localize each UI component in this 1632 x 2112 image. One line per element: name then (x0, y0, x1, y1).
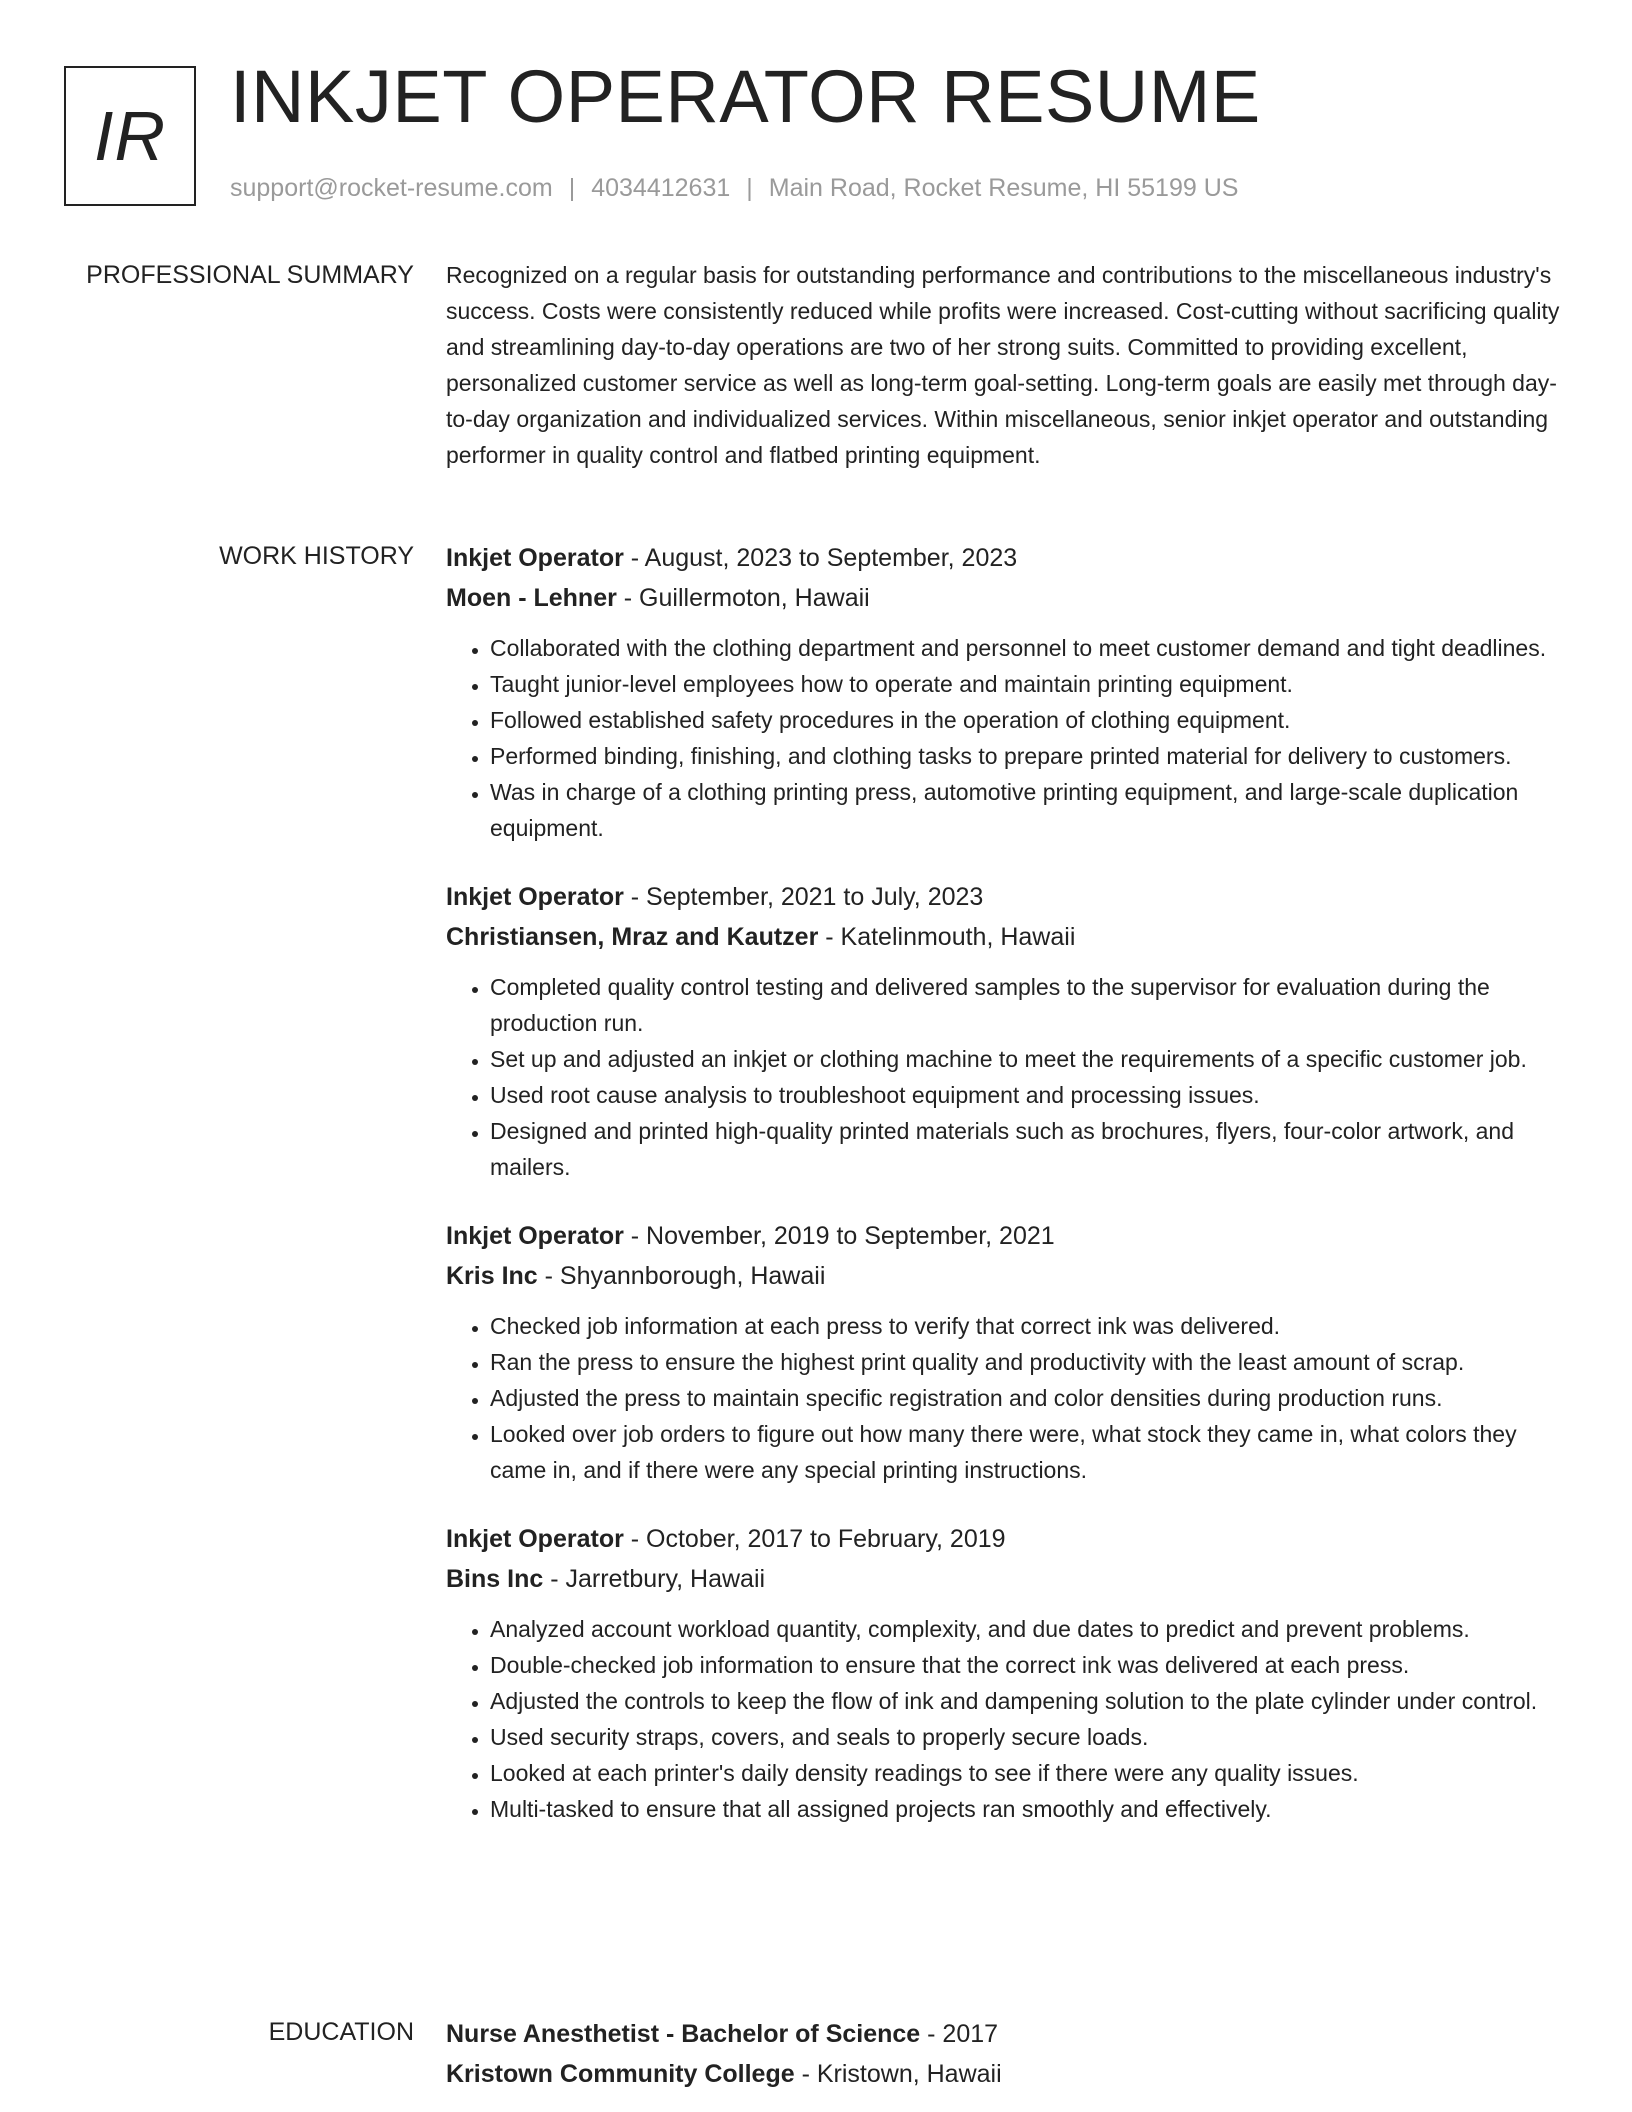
job-company: Kris Inc (446, 1262, 538, 1290)
education-school: Kristown Community College (446, 2060, 795, 2088)
resume-title: INKJET OPERATOR RESUME (230, 55, 1261, 138)
job-dates: - August, 2023 to September, 2023 (623, 544, 1018, 572)
job-title-line (446, 877, 1576, 917)
job-title: Inkjet Operator (446, 1525, 624, 1553)
job-dates: - November, 2019 to September, 2021 (623, 1222, 1055, 1250)
job-company-line (446, 917, 1576, 957)
job-title-line (446, 538, 1576, 578)
education-heading: EDUCATION (268, 2018, 414, 2046)
job-bullet: • Followed established safety procedures in the operation of clothing equipment. (490, 702, 1576, 738)
job-location: - Guillermoton, Hawaii (616, 584, 870, 612)
job-dates: - September, 2021 to July, 2023 (623, 883, 984, 911)
job-bullet: • Completed quality control testing and delivered samples to the supervisor for evaluation during the production run. (490, 969, 1576, 1041)
job-entry (446, 1216, 1576, 1488)
resume-header (64, 55, 1564, 216)
summary-text: Recognized on a regular basis for outstanding performance and contributions to the miscellaneous industry's success. Costs were consistently reduced while profits were increased. Cost-cutting without sacrificing quality and streamlining day-to-day operations are two of her strong suits. Committed to providing excellent, personalized customer service as well as long-term goal-setting. Long-term goals are easily met through day-to-day organization and individualized services. Within miscellaneous, senior inkjet operator and outstanding performer in quality control and flatbed printing equipment. (446, 262, 1560, 468)
job-bullet: • Was in charge of a clothing printing press, automotive printing equipment, and large-scale duplication equipment. (490, 774, 1576, 846)
job-bullet: • Ran the press to ensure the highest print quality and productivity with the least amount of scrap. (490, 1344, 1576, 1380)
job-bullet: • Looked over job orders to figure out how many there were, what stock they came in, what colors they came in, and if there were any special printing instructions. (490, 1416, 1576, 1488)
job-company-line (446, 1559, 1576, 1599)
job-company: Bins Inc (446, 1565, 544, 1593)
job-location: - Jarretbury, Hawaii (543, 1565, 766, 1593)
contact-phone: 4034412631 (591, 174, 731, 202)
job-bullet-list (446, 1308, 1576, 1488)
job-bullet: • Taught junior-level employees how to operate and maintain printing equipment. (490, 666, 1576, 702)
job-bullet: • Collaborated with the clothing department and personnel to meet customer demand and tight deadlines. (490, 630, 1576, 666)
job-company: Christiansen, Mraz and Kautzer (446, 923, 819, 951)
job-bullet: • Adjusted the controls to keep the flow of ink and dampening solution to the plate cylinder under control. (490, 1683, 1576, 1719)
job-dates: - October, 2017 to February, 2019 (623, 1525, 1006, 1553)
contact-email: support@rocket-resume.com (230, 174, 553, 202)
contact-separator: | (568, 174, 576, 202)
job-bullet: • Checked job information at each press to verify that correct ink was delivered. (490, 1308, 1576, 1344)
job-location: - Shyannborough, Hawaii (537, 1262, 826, 1290)
summary-body (446, 257, 1576, 473)
job-bullet: • Analyzed account workload quantity, complexity, and due dates to predict and prevent problems. (490, 1611, 1576, 1647)
job-company-line (446, 578, 1576, 618)
work-history-heading: WORK HISTORY (219, 542, 414, 570)
job-bullet: • Performed binding, finishing, and clothing tasks to prepare printed material for delivery to customers. (490, 738, 1576, 774)
education-degree: Nurse Anesthetist - Bachelor of Science (446, 2020, 921, 2048)
job-entry (446, 877, 1576, 1185)
job-entry (446, 1519, 1576, 1827)
job-company-line (446, 1256, 1576, 1296)
job-bullet: • Looked at each printer's daily density readings to see if there were any quality issues. (490, 1755, 1576, 1791)
job-company: Moen - Lehner (446, 584, 617, 612)
job-title: Inkjet Operator (446, 883, 624, 911)
education-year: - 2017 (920, 2020, 999, 2048)
monogram-logo: IR (64, 66, 196, 206)
job-entry (446, 538, 1576, 846)
job-bullet-list (446, 969, 1576, 1185)
summary-heading: PROFESSIONAL SUMMARY (86, 261, 414, 289)
job-bullet: • Multi-tasked to ensure that all assigned projects ran smoothly and effectively. (490, 1791, 1576, 1827)
education-entry (446, 2014, 1576, 2094)
job-title-line (446, 1519, 1576, 1559)
contact-line (230, 174, 1238, 203)
job-bullet: • Set up and adjusted an inkjet or clothing machine to meet the requirements of a specific customer job. (490, 1041, 1576, 1077)
job-bullet: • Used security straps, covers, and seals to properly secure loads. (490, 1719, 1576, 1755)
education-school-line (446, 2054, 1576, 2094)
contact-separator: | (746, 174, 753, 202)
work-history-body (446, 538, 1576, 1858)
job-title: Inkjet Operator (446, 1222, 624, 1250)
contact-address: Main Road, Rocket Resume, HI 55199 US (768, 174, 1239, 202)
job-location: - Katelinmouth, Hawaii (818, 923, 1076, 951)
education-degree-line (446, 2014, 1576, 2054)
education-body (446, 2014, 1576, 2094)
job-bullet: • Double-checked job information to ensure that the correct ink was delivered at each press. (490, 1647, 1576, 1683)
job-bullet-list (446, 630, 1576, 846)
job-bullet: • Used root cause analysis to troubleshoot equipment and processing issues. (490, 1077, 1576, 1113)
job-title-line (446, 1216, 1576, 1256)
education-location: - Kristown, Hawaii (794, 2060, 1002, 2088)
job-bullet: • Designed and printed high-quality printed materials such as brochures, flyers, four-color artwork, and mailers. (490, 1113, 1576, 1185)
job-bullet: • Adjusted the press to maintain specific registration and color densities during production runs. (490, 1380, 1576, 1416)
job-title: Inkjet Operator (446, 544, 624, 572)
job-bullet-list (446, 1611, 1576, 1827)
